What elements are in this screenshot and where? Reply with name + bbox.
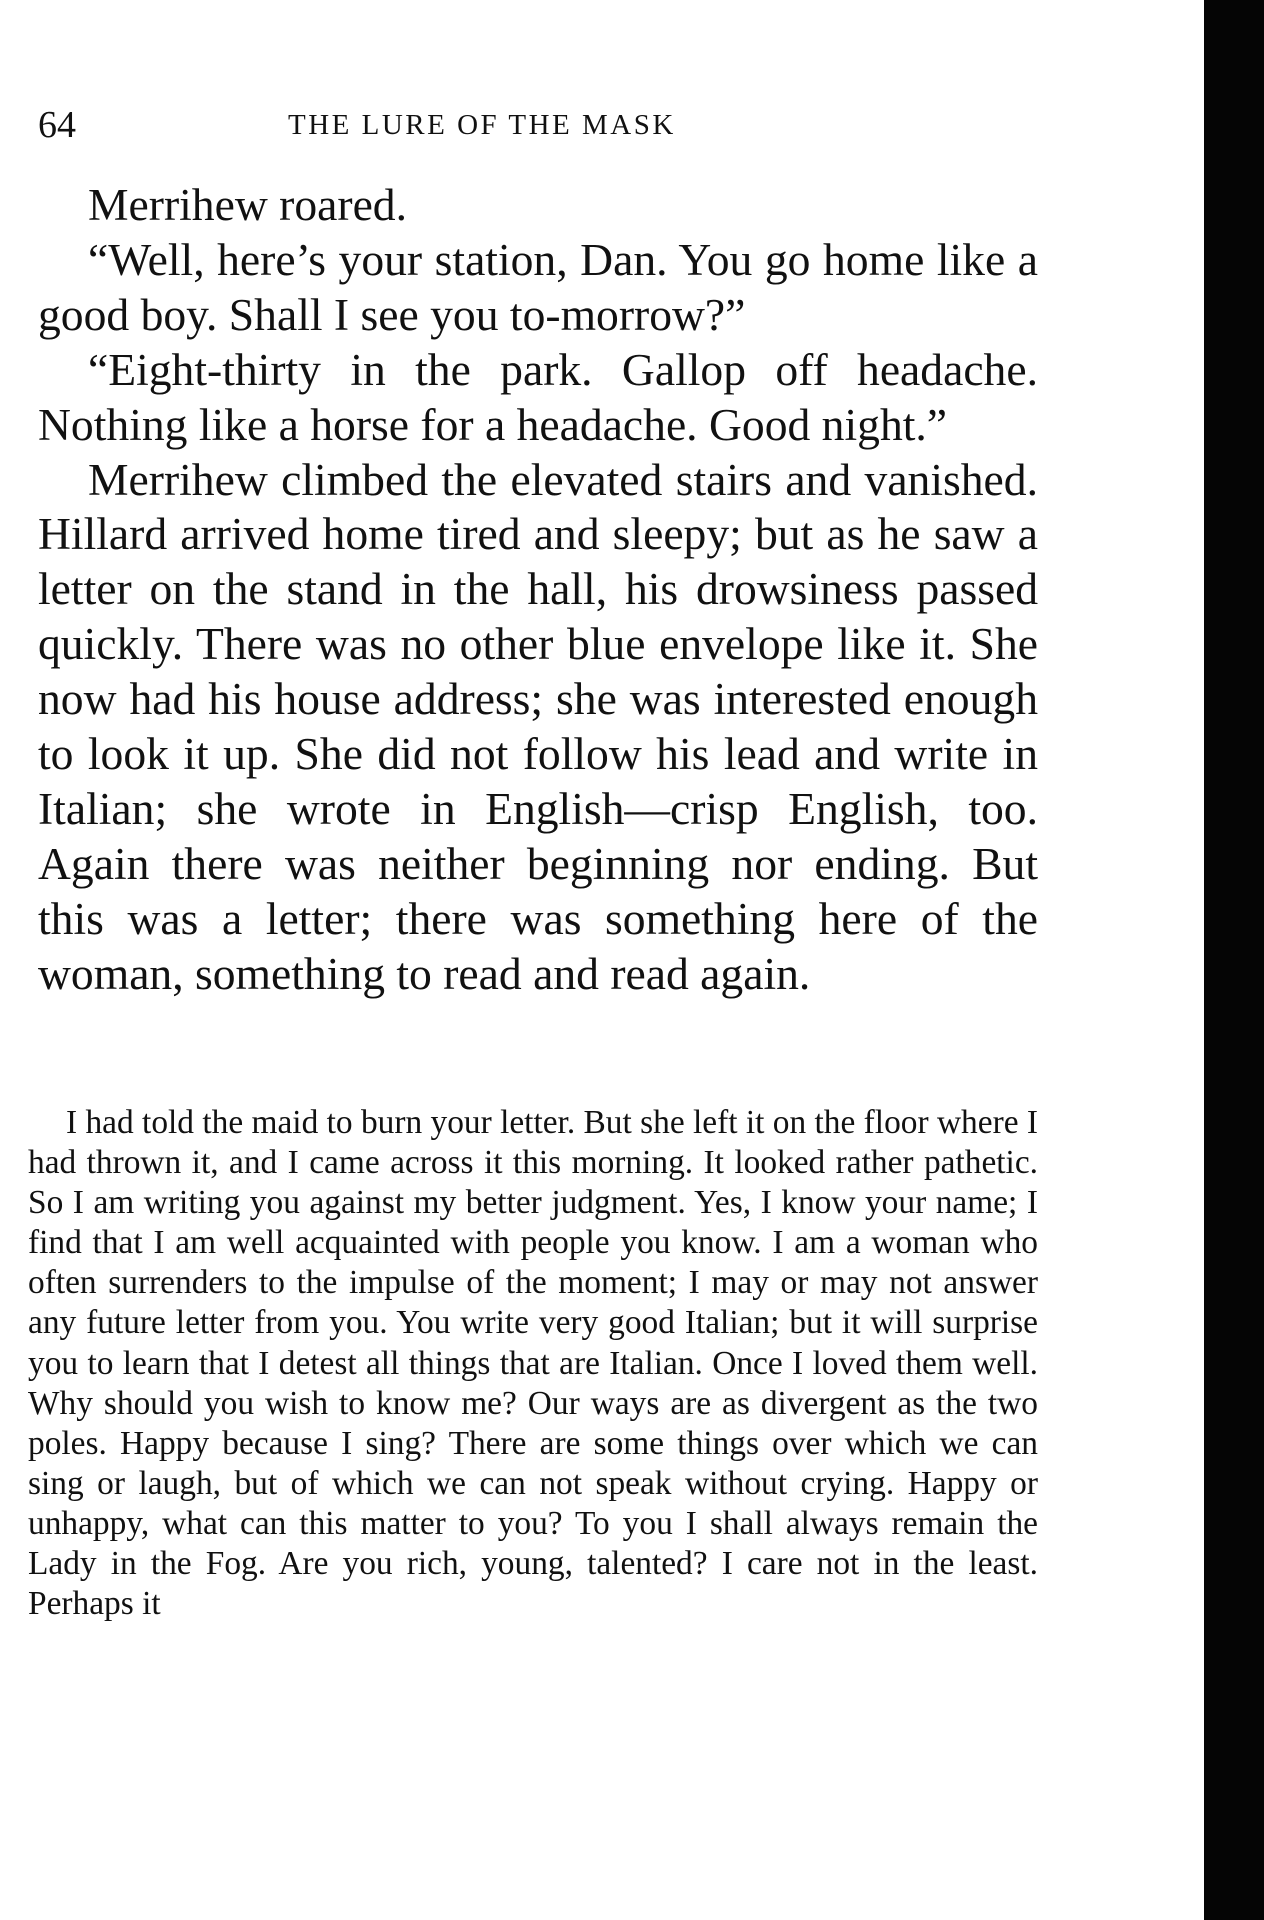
page-header xyxy=(38,100,1038,150)
letter-excerpt xyxy=(28,1103,1038,1624)
running-title: THE LURE OF THE MASK xyxy=(288,109,676,141)
paragraph: “Eight-thirty in the park. Gallop off headache. Nothing like a horse for a headache. Good night.” xyxy=(38,343,1038,450)
page-binding-edge xyxy=(1204,0,1264,1920)
page-number: 64 xyxy=(38,104,76,146)
body-text xyxy=(38,178,1038,1002)
paragraph: Merrihew climbed the elevated stairs and vanished. Hillard arrived home tired and sleepy; but as he saw a letter on the stand in the hall, his drowsiness passed quickly. There was no other blue envelope like it. She now had his house address; she was interested enough to look it up. She did not follow his lead and write in Italian; she wrote in English—crisp English, too. Again there was neither beginning nor ending. But this was a letter; there was something here of the woman, something to read and read again. xyxy=(38,453,1038,999)
letter-paragraph: I had told the maid to burn your letter. But she left it on the floor where I had thrown it, and I came across it this morning. It looked rather pathetic. So I am writing you against my better judgment. Yes, I know your name; I find that I am well acquainted with people you know. I am a woman who often surrenders to the impulse of the moment; I may or may not answer any future letter from you. You write very good Italian; but it will surprise you to learn that I detest all things that are Italian. Once I loved them well. Why should you wish to know me? Our ways are as divergent as the two poles. Happy because I sing? There are some things over which we can sing or laugh, but of which we can not speak without crying. Happy or unhappy, what can this matter to you? To you I shall always remain the Lady in the Fog. Are you rich, young, talented? I care not in the least. Perhaps it xyxy=(28,1104,1038,1623)
paragraph: “Well, here’s your station, Dan. You go home like a good boy. Shall I see you to-morrow?” xyxy=(38,233,1038,340)
paragraph: Merrihew roared. xyxy=(88,179,408,230)
